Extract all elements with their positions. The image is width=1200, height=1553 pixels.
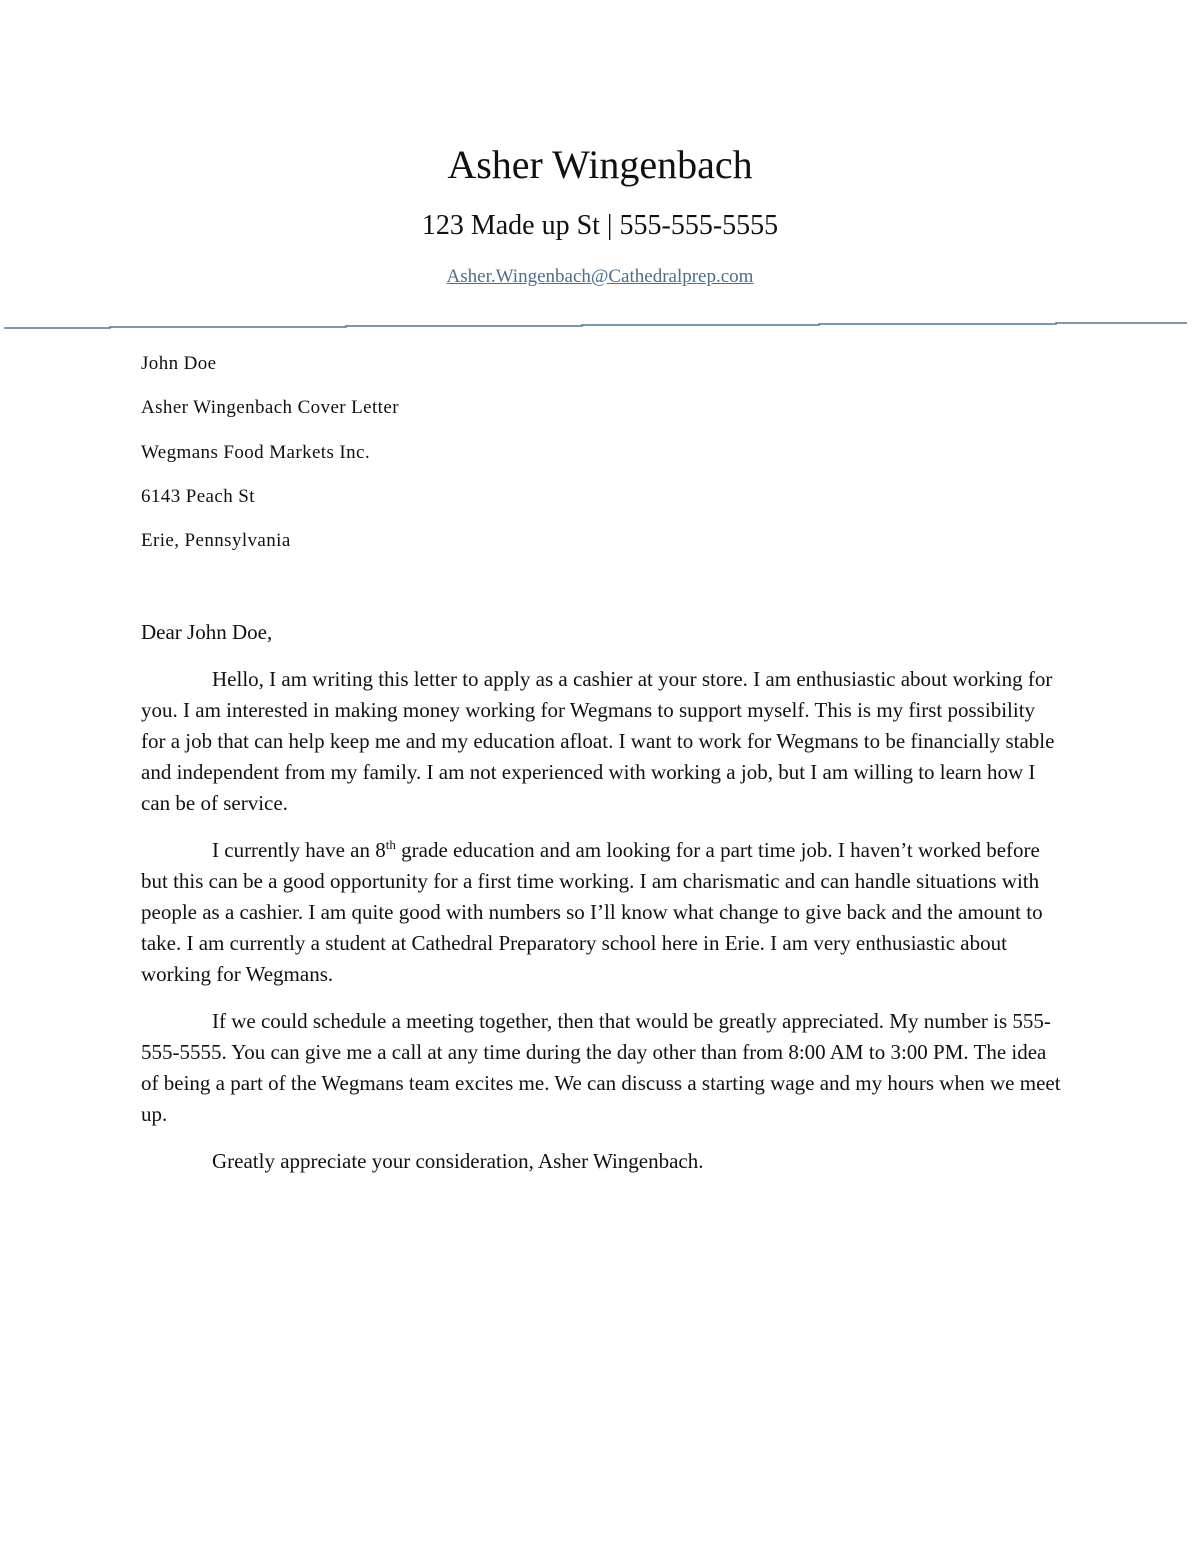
letter-body	[141, 617, 1061, 1193]
paragraph-2	[141, 835, 1061, 990]
recipient-line: Asher Wingenbach Cover Letter	[141, 397, 399, 419]
sender-email-link[interactable]: Asher.Wingenbach@Cathedralprep.com	[446, 266, 754, 287]
header-divider	[4, 320, 1187, 332]
ordinal-superscript: th	[385, 837, 396, 852]
recipient-line: 6143 Peach St	[141, 485, 255, 507]
paragraph-3: If we could schedule a meeting together, then that would be greatly appreciated. My number is 555-555-5555. You can give me a call at any time during the day other than from 8:00 AM to 3:00 PM. The idea of being a part of the Wegmans team excites me. We can discuss a starting wage and my hours when we meet up.	[141, 1009, 1061, 1126]
recipient-line: Wegmans Food Markets Inc.	[141, 441, 371, 463]
paragraph-2-start: I currently have an 8	[212, 838, 386, 862]
paragraph-1: Hello, I am writing this letter to apply as a cashier at your store. I am enthusiastic about working for you. I am interested in making money working for Wegmans to support myself. This is my first possibility for a job that can help keep me and my education afloat. I want to work for Wegmans to be financially stable and independent from my family. I am not experienced with working a job, but I am willing to learn how I can be of service.	[141, 667, 1055, 815]
recipient-line: Erie, Pennsylvania	[141, 530, 291, 552]
sender-contact-line	[0, 209, 1200, 243]
sender-phone: 555-555-5555	[619, 210, 779, 241]
paragraph-2-rest: grade education and am looking for a part time job. I haven’t worked before but this can be a good opportunity for a first time working. I am charismatic and can handle situations with people as a cashier. I am quite good with numbers so I’ll know what change to give back and the amount to take. I am currently a student at Cathedral Preparatory school here in Erie. I am very enthusiastic about working for Wegmans.	[141, 838, 1043, 986]
salutation: Dear John Doe,	[141, 620, 273, 644]
sender-name: Asher Wingenbach	[447, 142, 753, 187]
sender-email-line	[0, 265, 1200, 289]
header-divider-line	[4, 323, 1187, 328]
closing: Greatly appreciate your consideration, Asher Wingenbach.	[212, 1149, 704, 1173]
recipient-block	[141, 352, 399, 573]
recipient-line: John Doe	[141, 353, 217, 374]
sender-address: 123 Made up St	[421, 210, 600, 241]
contact-separator: |	[606, 210, 613, 241]
